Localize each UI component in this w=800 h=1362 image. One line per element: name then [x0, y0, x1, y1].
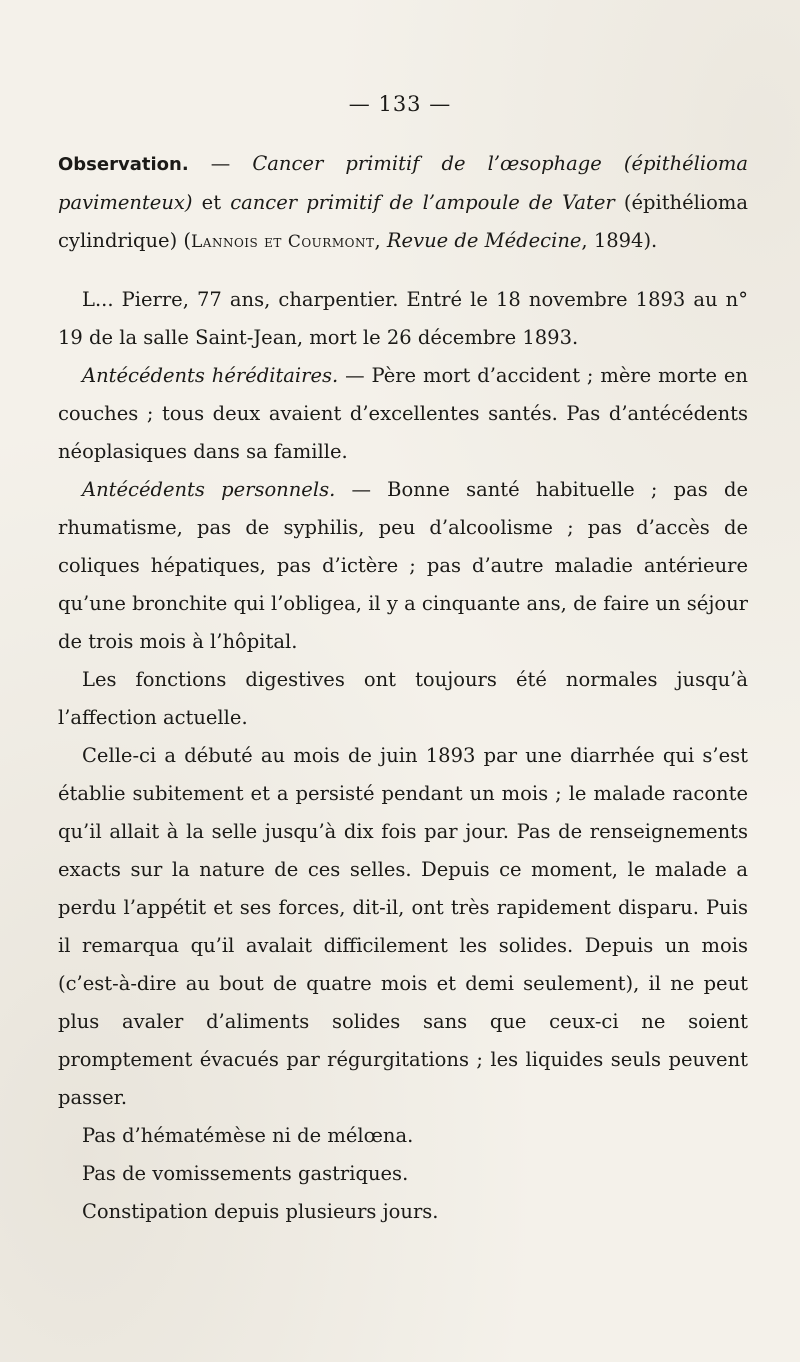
paragraph-history: Celle-ci a débuté au mois de juin 1893 par une diarrhée qui s’est établie subitement et a persisté pendant un mois ; le malade raconte qu’il allait à la selle jusqu’à dix fois par jour. Pas de renseignements exacts sur la nature de ces selles. Depuis ce moment, le malade a perdu l’appétit et ses forces, dit-il, ont très rapidement disparu. Puis il remarqua qu’il avalait difficilement les solides. Depuis un mois (c’est-à-dire au bout de quatre mois et demi seulement), il ne peut plus avaler d’aliments solides sans que ceux-ci ne soient promptement évacués par régurgitations ; les liquides seuls peuvent passer.	[58, 744, 748, 1109]
page-number: — 133 —	[348, 92, 452, 116]
observation-year: , 1894).	[581, 229, 658, 252]
observation-subtitle: (épithélioma cylindrique) (	[58, 191, 748, 252]
text-hereditary: — Père mort d’accident ; mère morte en couches ; tous deux avaient d’excellentes santés. Pas d’antécédents néoplasiques dans sa famille.	[58, 364, 748, 463]
observation-comma: ,	[374, 229, 387, 252]
paragraph-vomiting: Pas de vomissements gastriques.	[82, 1162, 409, 1185]
observation-et: et	[192, 191, 231, 214]
paragraph-constipation: Constipation depuis plusieurs jours.	[82, 1200, 439, 1223]
observation-dash: —	[188, 152, 253, 175]
body-text	[58, 145, 748, 1231]
observation-journal: Revue de Médecine	[386, 229, 582, 252]
paragraph-digestive: Les fonctions digestives ont toujours été normales jusqu’à l’affection actuelle.	[58, 668, 748, 729]
heading-personal: Antécédents personnels.	[82, 478, 336, 501]
observation-label: Observation.	[58, 154, 189, 175]
paragraph-patient: L... Pierre, 77 ans, charpentier. Entré le 18 novembre 1893 au n° 19 de la salle Saint-Jean, mort le 26 décembre 1893.	[58, 288, 748, 349]
heading-hereditary: Antécédents héréditaires.	[82, 364, 339, 387]
text-personal: — Bonne santé habituelle ; pas de rhumatisme, pas de syphilis, peu d’alcoolisme ; pas d’accès de coliques hépatiques, pas d’ictère ; pas d’autre maladie antérieure qu’une bronchite qui l’obligea, il y a cinquante ans, de faire un séjour de trois mois à l’hôpital.	[58, 478, 749, 653]
paragraph-hereditary	[58, 357, 748, 471]
paragraph-personal	[58, 471, 748, 661]
paragraph-hematemesis: Pas d’hématémèse ni de mélœna.	[82, 1124, 414, 1147]
observation-heading	[58, 145, 748, 261]
observation-title-2: cancer primitif de l’ampoule de Vater	[230, 191, 615, 214]
observation-title-1: Cancer primitif de l’œsophage (épithélioma pavimenteux)	[58, 152, 749, 214]
observation-authors: Lannois et Courmont	[191, 232, 375, 252]
